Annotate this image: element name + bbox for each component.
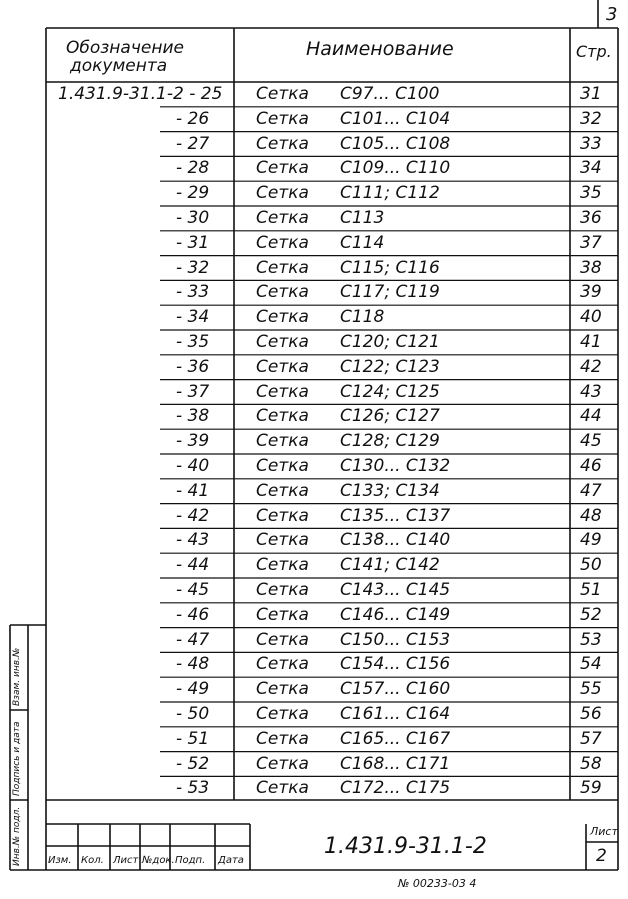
row-range: С114 bbox=[340, 232, 385, 253]
row-page: 34 bbox=[580, 158, 602, 179]
row-designation: - 53 bbox=[176, 778, 210, 799]
col-designation-header-line1: Обозначение bbox=[66, 38, 184, 58]
row-designation: - 27 bbox=[176, 133, 210, 154]
row-range: С124; С125 bbox=[340, 381, 440, 402]
row-name: Сетка bbox=[256, 629, 309, 650]
row-page: 31 bbox=[580, 84, 602, 104]
row-name: Сетка bbox=[256, 679, 309, 700]
row-range: С115; С116 bbox=[340, 257, 440, 278]
row-designation: - 36 bbox=[176, 356, 210, 377]
row-range: С120; С121 bbox=[340, 332, 440, 352]
row-range: С109... С110 bbox=[340, 158, 451, 179]
title-block-col-sign: Подп. bbox=[175, 855, 206, 866]
row-name: Сетка bbox=[256, 654, 309, 675]
col-name-header: Наименование bbox=[306, 38, 454, 60]
row-page: 46 bbox=[580, 456, 602, 476]
row-page: 36 bbox=[580, 208, 602, 228]
footer-archive-note: № 00233-03 4 bbox=[398, 877, 477, 890]
row-designation: - 30 bbox=[176, 208, 210, 228]
row-designation: - 49 bbox=[176, 679, 210, 700]
row-name: Сетка bbox=[256, 282, 309, 303]
row-range: С157... С160 bbox=[340, 679, 451, 700]
row-designation: - 31 bbox=[176, 232, 210, 253]
row-name: Сетка bbox=[256, 704, 309, 724]
row-designation: - 46 bbox=[176, 604, 210, 625]
row-name: Сетка bbox=[256, 480, 309, 501]
row-designation: - 48 bbox=[176, 654, 210, 675]
row-page: 32 bbox=[580, 108, 602, 129]
row-designation: - 51 bbox=[176, 728, 210, 749]
row-page: 39 bbox=[580, 282, 602, 303]
row-page: 51 bbox=[580, 580, 602, 600]
row-range: С150... С153 bbox=[340, 629, 451, 650]
side-stamp-sign-date: Подпись и дата bbox=[12, 721, 22, 796]
row-range: С113 bbox=[340, 208, 385, 228]
row-designation: - 39 bbox=[176, 431, 210, 452]
title-block-col-sheet: Лист bbox=[113, 855, 139, 866]
row-page: 52 bbox=[580, 604, 602, 625]
row-designation: - 37 bbox=[176, 381, 210, 402]
row-name: Сетка bbox=[256, 530, 309, 551]
row-range: С172... С175 bbox=[340, 778, 451, 799]
row-designation: - 41 bbox=[176, 480, 210, 501]
row-page: 48 bbox=[580, 505, 602, 526]
row-page: 37 bbox=[580, 232, 602, 253]
row-name: Сетка bbox=[256, 158, 309, 179]
row-range: С122; С123 bbox=[340, 356, 440, 377]
row-range: С138... С140 bbox=[340, 530, 451, 551]
title-block-col-date: Дата bbox=[218, 855, 244, 866]
row-designation: - 50 bbox=[176, 704, 210, 724]
row-name: Сетка bbox=[256, 431, 309, 452]
row-range: С146... С149 bbox=[340, 604, 451, 625]
row-range: С135... С137 bbox=[340, 505, 451, 526]
row-range: С117; С119 bbox=[340, 282, 440, 303]
row-page: 54 bbox=[580, 654, 602, 675]
row-designation: - 29 bbox=[176, 183, 210, 204]
row-page: 53 bbox=[580, 629, 602, 650]
row-page: 35 bbox=[580, 183, 602, 204]
row-name: Сетка bbox=[256, 84, 309, 104]
row-page: 50 bbox=[580, 555, 602, 576]
row-page: 38 bbox=[580, 257, 602, 278]
row-range: С101... С104 bbox=[340, 108, 451, 129]
row-range: С105... С108 bbox=[340, 133, 451, 154]
title-block-sheet-value: 2 bbox=[596, 846, 607, 866]
row-name: Сетка bbox=[256, 133, 309, 154]
row-range: С168... С171 bbox=[340, 753, 451, 774]
row-designation: - 34 bbox=[176, 307, 210, 328]
corner-sheet-number: 3 bbox=[606, 4, 618, 25]
row-designation: - 47 bbox=[176, 629, 210, 650]
row-designation: - 45 bbox=[176, 580, 210, 600]
row-designation: - 42 bbox=[176, 505, 210, 526]
row-name: Сетка bbox=[256, 307, 309, 328]
row-name: Сетка bbox=[256, 208, 309, 228]
row-name: Сетка bbox=[256, 604, 309, 625]
row-designation: - 38 bbox=[176, 406, 210, 427]
row-designation: - 43 bbox=[176, 530, 210, 551]
row-name: Сетка bbox=[256, 505, 309, 526]
row-page: 58 bbox=[580, 753, 602, 774]
row-range: С130... С132 bbox=[340, 456, 451, 476]
row-name: Сетка bbox=[256, 456, 309, 476]
row-name: Сетка bbox=[256, 728, 309, 749]
title-block-col-change: Изм. bbox=[48, 855, 72, 866]
row-designation: 1.431.9-31.1-2 - 25 bbox=[58, 84, 223, 104]
row-page: 44 bbox=[580, 406, 602, 427]
row-page: 57 bbox=[580, 728, 602, 749]
row-page: 41 bbox=[580, 332, 602, 352]
row-range: С97... С100 bbox=[340, 84, 440, 104]
row-range: С111; С112 bbox=[340, 183, 440, 204]
row-name: Сетка bbox=[256, 778, 309, 799]
title-block-col-docnum: №док. bbox=[142, 855, 175, 866]
row-page: 59 bbox=[580, 778, 602, 799]
row-range: С133; С134 bbox=[340, 480, 440, 501]
row-range: С126; С127 bbox=[340, 406, 440, 427]
row-name: Сетка bbox=[256, 753, 309, 774]
row-page: 40 bbox=[580, 307, 602, 328]
row-name: Сетка bbox=[256, 108, 309, 129]
row-page: 56 bbox=[580, 704, 602, 724]
row-page: 43 bbox=[580, 381, 602, 402]
side-stamp-replace-inv: Взам. инв.№ bbox=[12, 647, 22, 706]
row-page: 55 bbox=[580, 679, 602, 700]
row-designation: - 33 bbox=[176, 282, 210, 303]
row-designation: - 52 bbox=[176, 753, 210, 774]
row-range: С143... С145 bbox=[340, 580, 451, 600]
row-page: 45 bbox=[580, 431, 602, 452]
row-name: Сетка bbox=[256, 257, 309, 278]
row-name: Сетка bbox=[256, 356, 309, 377]
col-page-header: Стр. bbox=[576, 42, 612, 61]
row-designation: - 26 bbox=[176, 108, 210, 129]
row-name: Сетка bbox=[256, 406, 309, 427]
row-page: 49 bbox=[580, 530, 602, 551]
col-designation-header-line2: документа bbox=[70, 56, 168, 76]
row-range: С128; С129 bbox=[340, 431, 440, 452]
row-designation: - 40 bbox=[176, 456, 210, 476]
title-block-doc-code: 1.431.9-31.1-2 bbox=[324, 834, 487, 859]
row-page: 42 bbox=[580, 356, 602, 377]
row-range: С165... С167 bbox=[340, 728, 451, 749]
row-designation: - 28 bbox=[176, 158, 210, 179]
row-range: С141; С142 bbox=[340, 555, 440, 576]
title-block-col-qty: Кол. bbox=[81, 855, 104, 866]
row-name: Сетка bbox=[256, 332, 309, 352]
row-name: Сетка bbox=[256, 580, 309, 600]
row-name: Сетка bbox=[256, 555, 309, 576]
title-block-sheet-label: Лист bbox=[590, 825, 618, 838]
side-stamp-inv-orig: Инв.№ подл. bbox=[12, 806, 22, 866]
row-page: 33 bbox=[580, 133, 602, 154]
row-range: С118 bbox=[340, 307, 385, 328]
row-designation: - 32 bbox=[176, 257, 210, 278]
row-name: Сетка bbox=[256, 381, 309, 402]
row-designation: - 35 bbox=[176, 332, 210, 352]
row-designation: - 44 bbox=[176, 555, 210, 576]
row-range: С161... С164 bbox=[340, 704, 451, 724]
row-name: Сетка bbox=[256, 232, 309, 253]
row-name: Сетка bbox=[256, 183, 309, 204]
row-range: С154... С156 bbox=[340, 654, 451, 675]
row-page: 47 bbox=[580, 480, 602, 501]
